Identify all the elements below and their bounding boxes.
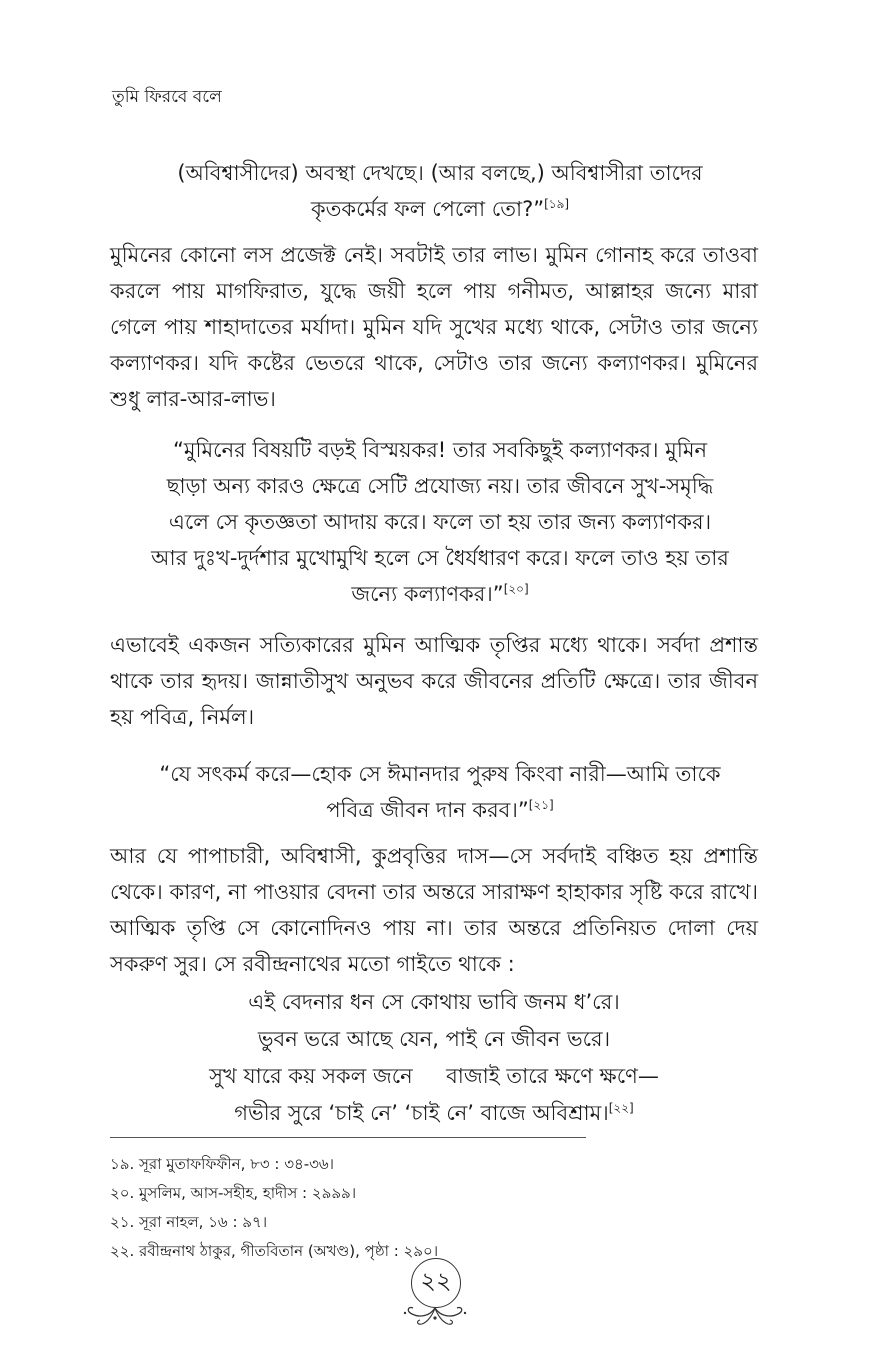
body-paragraph-1: মুমিনের কোনো লস প্রজেক্ট নেই। সবটাই তার লাভ। মুমিন গোনাহ করে তাওবা করলে পায় মাগফিরাত, যুদ্ধে জয়ী হলে পায় গনীমত, আল্লাহর জন্যে মারা গেলে পায় শাহাদাতের মর্যাদা। মুমিন যদি সুখের মধ্যে থাকে, সেটাও তার জন্যে কল্যাণকর। যদি কষ্টের ভেতরে থাকে, সেটাও তার জন্যে কল্যাণকর। মুমিনের শুধু লার-আর-লাভ। bbox=[110, 243, 758, 411]
footnote-ref-22[interactable]: [২২] bbox=[608, 1101, 634, 1115]
quote-text: (অবিশ্বাসীদের) অবস্থা দেখছে। (আর বলছে,) অবিশ্বাসীরা তাদের কৃতকর্মের ফল পেলো তো?” bbox=[177, 161, 703, 221]
footnote-ref-19[interactable]: [১৯] bbox=[544, 197, 570, 211]
quote-block-19 bbox=[150, 155, 730, 227]
footnotes bbox=[110, 1150, 438, 1266]
poem-line: সুখ যারে কয় সকল জনে বাজাই তারে ক্ষণে ক্ষণে— bbox=[209, 1064, 659, 1088]
flourish-icon bbox=[400, 1304, 470, 1330]
body-paragraph-3: আর যে পাপাচারী, অবিশ্বাসী, কুপ্রবৃত্তির দাস—সে সর্বদাই বঞ্চিত হয় প্রশান্তি থেকে। কারণ, না পাওয়ার বেদনা তার অন্তরে সারাক্ষণ হাহাকার সৃষ্টি করে রাখে। আত্মিক তৃপ্তি সে কোনোদিনও পায় না। তার অন্তরে প্রতিনিয়ত দোলা দেয় সকরুণ সুর। সে রবীন্দ্রনাথের মতো গাইতে থাকে : bbox=[110, 844, 758, 976]
footnote-item: ২২. রবীন্দ্রনাথ ঠাকুর, গীতবিতান (অখণ্ড), পৃষ্ঠা : ২৯০। bbox=[110, 1242, 439, 1260]
footnote-item: ১৯. সূরা মুতাফফিফীন, ৮৩ : ৩৪-৩৬। bbox=[110, 1155, 335, 1173]
footnote-ref-21[interactable]: [২১] bbox=[528, 798, 554, 812]
footnote-divider bbox=[110, 1137, 586, 1138]
page-number: ২২ bbox=[411, 1258, 461, 1308]
quote-block-21 bbox=[150, 756, 730, 828]
footnote-item: ২১. সূরা নাহল, ১৬ : ৯৭। bbox=[110, 1213, 268, 1231]
body-paragraph-2: এভাবেই একজন সত্যিকারের মুমিন আত্মিক তৃপ্তির মধ্যে থাকে। সর্বদা প্রশান্ত থাকে তার হৃদয়। জান্নাতীসুখ অনুভব করে জীবনের প্রতিটি ক্ষেত্রে। তার জীবন হয় পবিত্র, নির্মল। bbox=[110, 633, 758, 729]
page-number-ornament bbox=[400, 1258, 470, 1334]
poem-line: এই বেদনার ধন সে কোথায় ভাবি জনম ধ’রে। bbox=[248, 990, 620, 1014]
poem-line: গভীর সুরে ‘চাই নে’ ‘চাই নে’ বাজে অবিশ্রাম। bbox=[234, 1101, 609, 1125]
footnote-item: ২০. মুসলিম, আস-সহীহ, হাদীস : ২৯৯৯। bbox=[110, 1184, 357, 1202]
quote-text: “মুমিনের বিষয়টি বড়ই বিস্ময়কর! তার সবকিছুই কল্যাণকর। মুমিন ছাড়া অন্য কারও ক্ষেত্রে সেটি প্রযোজ্য নয়। তার জীবনে সুখ-সমৃদ্ধি এলে সে কৃতজ্ঞতা আদায় করে। ফলে তা হয় তার জন্য কল্যাণকর। আর দুঃখ-দুর্দশার মুখোমুখি হলে সে ধৈর্যধারণ করে। ফলে তাও হয় তার জন্যে কল্যাণকর।” bbox=[151, 438, 729, 606]
running-title: তুমি ফিরবে বলে bbox=[112, 87, 222, 107]
poem-block bbox=[110, 984, 758, 1132]
poem-line-last bbox=[110, 1095, 758, 1132]
footnote-ref-20[interactable]: [২০] bbox=[503, 582, 529, 596]
quote-text: “যে সৎকর্ম করে—হোক সে ঈমানদার পুরুষ কিংবা নারী—আমি তাকে পবিত্র জীবন দান করব।” bbox=[159, 762, 721, 822]
quote-block-20 bbox=[150, 432, 730, 612]
poem-line: ভুবন ভরে আছে যেন, পাই নে জীবন ভরে। bbox=[257, 1027, 611, 1051]
